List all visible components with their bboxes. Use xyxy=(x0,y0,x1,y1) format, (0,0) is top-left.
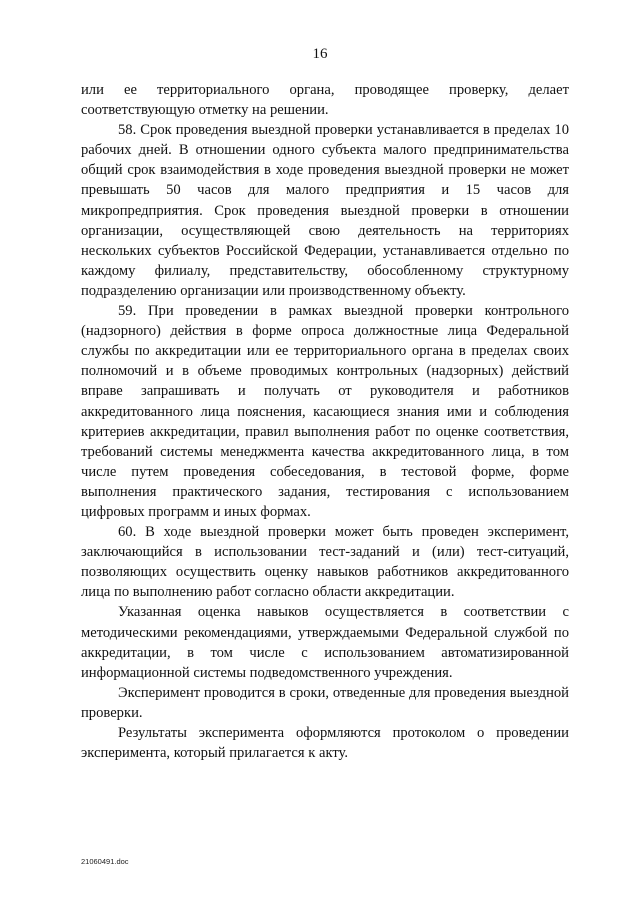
paragraph-assessment: Указанная оценка навыков осуществляется в соответствии с методическими рекомендациями, утверждаемыми Федеральной службой по аккредитации, в том числе с использованием автоматизированной информационной системы подведомственного учреждения. xyxy=(81,604,569,681)
paragraph-59: 59. При проведении в рамках выездной проверки контрольного (надзорного) действия в форме опроса должностные лица Федеральной службы по аккредитации или ее территориального органа в пределах своих полномочий и в объеме проводимых контрольных (надзорных) действий вправе запрашивать и получать от руководителя и работников аккредитованного лица пояснения, касающиеся знания ими и соблюдения критериев аккредитации, правил выполнения работ по оценке соответствия, требований системы менеджмента качества аккредитованного лица, в том числе путем проведения собеседования, в тестовой форме, форме выполнения практического задания, тестирования с использованием цифровых программ и иных формах. xyxy=(81,303,569,520)
footer-filename: 21060491.doc xyxy=(81,857,129,866)
paragraph-58: 58. Срок проведения выездной проверки устанавливается в пределах 10 рабочих дней. В отношении одного субъекта малого предпринимательства общий срок взаимодействия в ходе проведения выездной проверки не может превышать 50 часов для малого предприятия и 15 часов для микропредприятия. Срок проведения выездной проверки в отношении организации, осуществляющей свою деятельность на территориях нескольких субъектов Российской Федерации, устанавливается отдельно по каждому филиалу, представительству, обособленному структурному подразделению организации или производственному объекту. xyxy=(81,122,569,299)
paragraph-experiment-timing: Эксперимент проводится в сроки, отведенные для проведения выездной проверки. xyxy=(81,684,569,721)
page-number: 16 xyxy=(312,46,328,62)
paragraph-continuation: или ее территориального органа, проводящее проверку, делает соответствующую отметку на решении. xyxy=(81,82,569,119)
paragraph-experiment-results: Результаты эксперимента оформляются протоколом о проведении эксперимента, который прилагается к акту. xyxy=(81,725,569,762)
document-body xyxy=(81,80,569,763)
paragraph-60: 60. В ходе выездной проверки может быть проведен эксперимент, заключающийся в использовании тест-заданий и (или) тест-ситуаций, позволяющих осуществить оценку навыков работников аккредитованного лица по выполнению работ согласно области аккредитации. xyxy=(81,524,569,601)
